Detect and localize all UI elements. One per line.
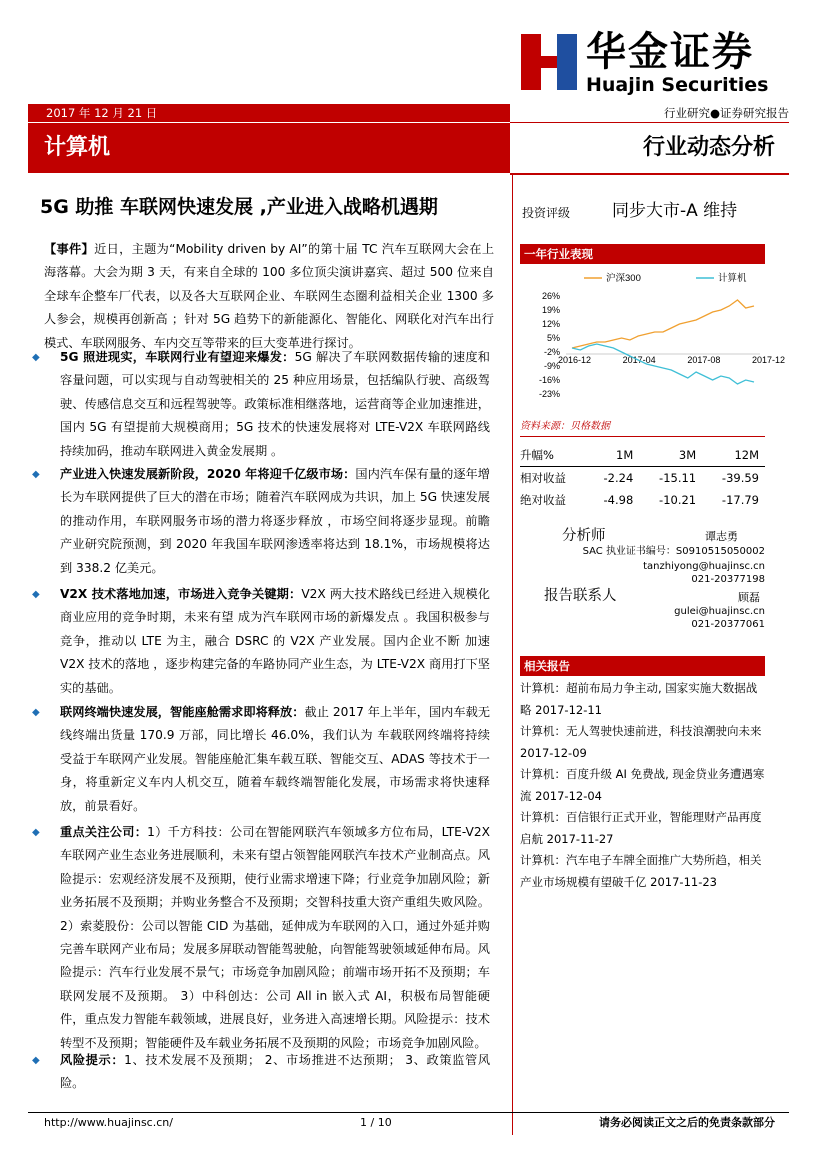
rating-label: 投资评级 — [522, 206, 571, 220]
table-header-cell: 升幅% — [520, 444, 587, 467]
diamond-bullet-icon: ◆ — [32, 707, 40, 718]
performance-heading — [520, 244, 765, 264]
table-row — [520, 467, 765, 490]
analyst-phone: 021-20377198 — [691, 574, 765, 585]
report-category: 行业研究●证券研究报告 — [663, 106, 789, 120]
table-cell: -39.59 — [721, 471, 759, 485]
paragraph-text: 国内汽车保有量的逐年增长为车联网提供了巨大的潜在市场；随着汽车联网成为共识，加上 5G 快速发展的推动作用，车联网服务市场的潜力将逐步释放 ，市场空间将逐步显现。前瞻产业研究院预测，到 2020 年我国车联网渗透率将达到 18.1%，市场规模将达到 338.2 亿美元。 — [60, 467, 490, 575]
contact-email: gulei@huajinsc.cn — [674, 606, 765, 617]
paragraph-lead: 【事件】 — [44, 242, 95, 256]
diamond-bullet-icon: ◆ — [32, 589, 40, 600]
paragraph-lead: 重点关注公司： — [60, 825, 148, 839]
paragraph-text: 1、技术发展不及预期； 2、市场推进不达预期； 3、政策监管风险。 — [60, 1053, 491, 1091]
paragraph-text: 近日，主题为“Mobility driven by AI”的第十届 TC 汽车互联网大会在上海落幕。大会为期 3 天，有来自全球的 100 多位顶尖演讲嘉宾、超过 500 位来自全球车企整车厂代表，以及各大互联网企业、车联网生态圈利益相关企业 1300 多人参会，规模再创新高 ；针对 5G 趋势下的新能源化、智能化、网联化对汽车出行模式、车联网服务、车内交互等带来的巨大变革进行探讨。 — [44, 242, 495, 350]
paragraph-text: 截止 2017 年上半年，国内车载无线终端出货量 170.9 万部，同比增长 46.0%，我们认为 车载联网终端将持续受益于车联网产业发展。智能座舱汇集车载互联、智能交互、ADAS 等技术于一身，将重新定义车内人机交互，随着车载终端智能化发展，市场需求将快速释放，前景看好。 — [60, 705, 491, 813]
table-cell: -4.98 — [603, 493, 634, 507]
table-header-row — [520, 444, 765, 467]
diamond-bullet-icon: ◆ — [32, 827, 40, 838]
y-tick-label: 19% — [541, 305, 560, 315]
paragraph-terminal — [60, 701, 490, 818]
paragraph-risk — [60, 1049, 490, 1096]
y-tick-label: 12% — [541, 319, 560, 329]
related-report-link[interactable]: 计算机：百信银行正式开业，智能理财产品再度启航 2017-11-27 — [520, 810, 762, 846]
report-type: 行业动态分析 — [642, 135, 775, 160]
contact-phone: 021-20377061 — [691, 619, 765, 630]
x-tick-label: 2017-08 — [687, 355, 721, 365]
paragraph-event — [44, 238, 494, 355]
paragraph-industry — [60, 463, 490, 580]
y-tick-label: -9% — [543, 361, 560, 371]
footer-divider — [28, 1112, 789, 1113]
paragraph-5g — [60, 346, 490, 463]
report-title: 5G 助推 车联网快速发展 ,产业进入战略机遇期 — [40, 196, 438, 218]
related-heading-text: 相关报告 — [524, 659, 570, 673]
paragraph-text: V2X 两大技术路线已经进入规模化商业应用的竞争时期，未来有望 成为汽车联网市场的新爆发点 。我国积极参与竞争，推动以 LTE 为主，融合 DSRC 的 V2X 产业发展。国内企业不断 加速 V2X 技术的落地 ，逐步构建完备的车路协同产业生态，为 LTE-V2X 商用打下坚实的基础。 — [60, 587, 490, 695]
paragraph-companies — [60, 821, 490, 1055]
analyst-label: 分析师 — [562, 528, 606, 544]
footer-disclaimer: 请务必阅读正文之后的免责条款部分 — [599, 1116, 775, 1129]
table-row — [520, 489, 765, 511]
legend-label: 计算机 — [718, 273, 747, 284]
y-tick-label: 26% — [541, 291, 560, 301]
paragraph-lead: 5G 照进现实，车联网行业有望迎来爆发： — [60, 350, 295, 364]
rating-value: 同步大市-A 维持 — [612, 201, 738, 221]
contact-label: 报告联系人 — [544, 588, 617, 604]
related-report-link[interactable]: 计算机：无人驾驶快速前进，科技浪潮驶向未来 2017-12-09 — [520, 724, 762, 760]
column-divider — [512, 175, 513, 1135]
table-cell: -2.24 — [603, 471, 634, 485]
sector-title: 计算机 — [44, 135, 111, 160]
related-report-link[interactable]: 计算机：汽车电子车牌全面推广大势所趋，相关产业市场规模有望破千亿 2017-11-23 — [520, 853, 762, 889]
y-tick-label: -2% — [543, 347, 560, 357]
table-cell: -17.79 — [721, 493, 759, 507]
logo-cn: 华金证券 — [586, 29, 754, 75]
related-heading — [520, 656, 765, 676]
table-cell: -10.21 — [659, 493, 697, 507]
related-report-link[interactable]: 计算机：超前布局力争主动, 国家实施大数据战略 2017-12-11 — [520, 681, 758, 717]
paragraph-lead: V2X 技术落地加速，市场进入竞争关键期： — [60, 587, 302, 601]
table-header-cell: 1M — [587, 444, 639, 467]
x-tick-label: 2016-12 — [558, 355, 592, 365]
analyst-name: 谭志勇 — [705, 530, 738, 543]
report-date: 2017 年 12 月 21 日 — [46, 106, 158, 120]
series-line — [572, 300, 754, 348]
paragraph-lead: 联网终端快速发展，智能座舱需求即将释放： — [60, 705, 305, 719]
paragraph-lead: 产业进入快速发展新阶段，2020 年将迎千亿级市场： — [60, 467, 356, 481]
legend-label: 沪深300 — [606, 273, 641, 284]
analyst-cert: SAC 执业证书编号：S0910515050002 — [582, 546, 765, 557]
series-line — [572, 344, 754, 384]
contact-name: 顾磊 — [738, 591, 760, 604]
table-header-cell: 12M — [702, 444, 765, 467]
performance-heading-text: 一年行业表现 — [524, 247, 593, 261]
diamond-bullet-icon: ◆ — [32, 352, 40, 363]
footer-url[interactable]: http://www.huajinsc.cn/ — [44, 1116, 173, 1129]
y-tick-label: 5% — [546, 333, 560, 343]
diamond-bullet-icon: ◆ — [32, 1055, 40, 1066]
analyst-email: tanzhiyong@huajinsc.cn — [643, 561, 765, 572]
diamond-bullet-icon: ◆ — [32, 469, 40, 480]
paragraph-v2x — [60, 583, 490, 700]
table-cell: -15.11 — [659, 471, 697, 485]
x-tick-label: 2017-12 — [752, 355, 786, 365]
paragraph-text: 1）千方科技：公司在智能网联汽车领域多方位布局，LTE-V2X 车联网产业生态业务进展顺利，未来有望占领智能网联汽车技术产业制高点。风险提示：宏观经济发展不及预期，使行业需求增速下降；行业竞争加剧风险；新业务拓展不及预期；并购业务整合不及预期；交智科技重大资产重组失败风险。 2）索菱股份：公司以智能 CID 为基础，延伸成为车联网的入口，通过外延并购完善车联网产业布局；发展多屏联动智能驾驶舱，向智能驾驶领域延伸布局。风险提示：汽车行业发展不景气；市场竞争加剧风险；前端市场开拓不及预期；车联网发展不及预期。 3）中科创达：公司 All in 嵌入式 AI，积极布局智能硬件，重点发力智能车载领域，进展良好，业务进入高速增长期。风险提示：技术转型不及预期；智能硬件及车载业务拓展不及预期的风险；市场竞争加剧风险。 — [60, 825, 490, 1050]
y-tick-label: -23% — [538, 389, 560, 399]
chart-source: 资料来源：贝格数据 — [520, 420, 765, 437]
page-number: 1 / 10 — [360, 1116, 392, 1129]
paragraph-text: 5G 解决了车联网数据传输的速度和容量问题，可以实现与自动驾驶相关的 25 种应用场景，包括编队行驶、高级驾驶、传感信息交互和远程驾驶等。政策标准相继落地，运营商等企业加速推进，国内 5G 有望提前大规模商用；5G 技术的快速发展将对 LTE-V2X 车联网路线持续加码，推动车联网进入黄金发展期 。 — [60, 350, 490, 458]
table-header-cell: 3M — [639, 444, 702, 467]
table-cell: 相对收益 — [520, 471, 566, 485]
table-cell: 绝对收益 — [520, 493, 566, 507]
huajin-logo-icon — [521, 34, 577, 90]
performance-chart — [520, 266, 786, 416]
performance-table — [520, 444, 765, 511]
logo-en: Huajin Securities — [586, 74, 769, 96]
x-tick-label: 2017-04 — [622, 355, 656, 365]
paragraph-lead: 风险提示： — [60, 1053, 125, 1067]
related-report-link[interactable]: 计算机：百度升级 AI 免费战, 现金贷业务遭遇寒流 2017-12-04 — [520, 767, 765, 803]
y-tick-label: -16% — [538, 375, 560, 385]
